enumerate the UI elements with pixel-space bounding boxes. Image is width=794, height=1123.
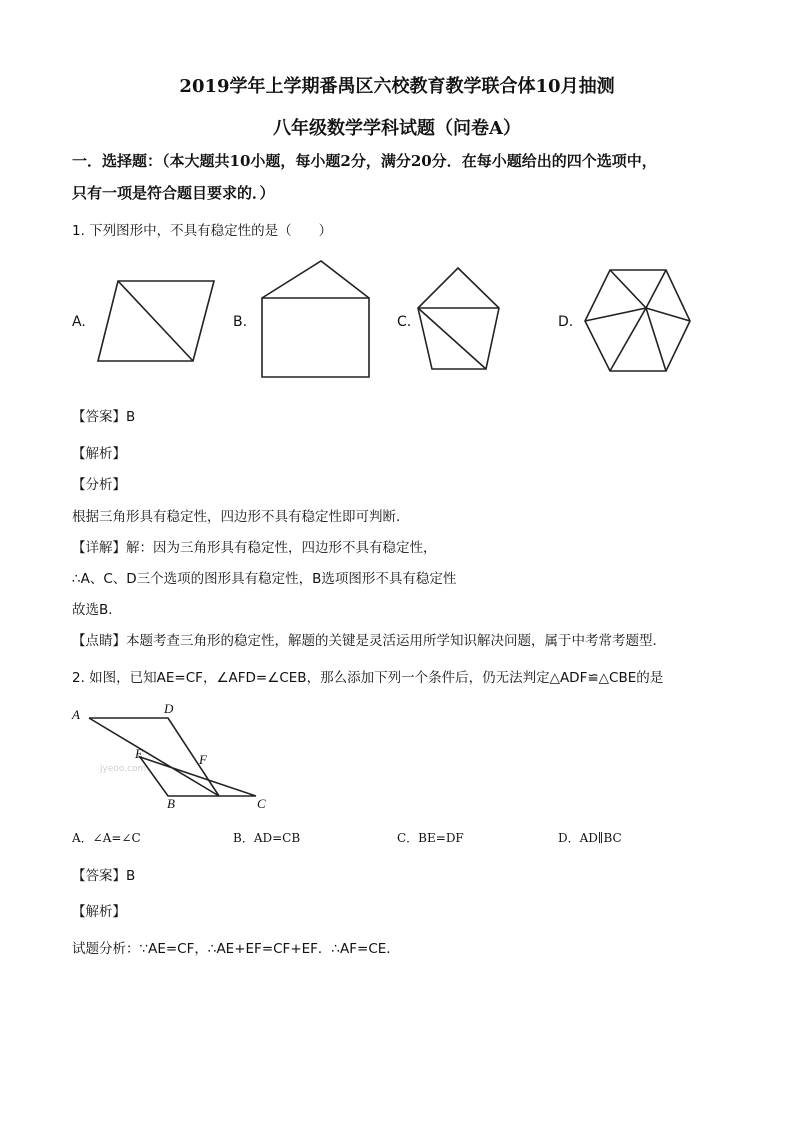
hexagon-line-1 bbox=[610, 270, 646, 308]
label-d: D bbox=[164, 701, 174, 716]
hexagon-line-3 bbox=[646, 308, 690, 321]
hexagon-line-6 bbox=[585, 308, 646, 321]
q1-analysis-text: 根据三角形具有稳定性，四边形不具有稳定性即可判断． bbox=[72, 509, 410, 525]
q2-answer: 【答案】B bbox=[72, 868, 136, 884]
q1-figure-d-hexagon bbox=[585, 270, 690, 371]
rectangle-shape bbox=[262, 298, 369, 377]
q1-answer: 【答案】B bbox=[72, 409, 136, 425]
q2-option-a: A．∠A=∠C bbox=[72, 831, 141, 845]
q1-figure-a-parallelogram bbox=[98, 281, 214, 361]
q1-stem: 1. 下列图形中，不具有稳定性的是（ ） bbox=[72, 223, 333, 239]
q2-figure bbox=[71, 701, 266, 811]
q1-option-c-label: C. bbox=[397, 314, 412, 330]
q2-option-c: C．BE=DF bbox=[397, 831, 464, 845]
q2-analysis: 试题分析：∵AE=CF，∴AE+EF=CF+EF．∴AF=CE． bbox=[72, 941, 400, 957]
parallelogram-diagonal bbox=[118, 281, 193, 361]
q2-stem: 2. 如图，已知AE=CF，∠AFD=∠CEB，那么添加下列一个条件后，仍无法判定△ADF≌△CBE的是 bbox=[72, 670, 664, 686]
q1-detail: 【详解】解：因为三角形具有稳定性，四边形不具有稳定性， bbox=[72, 540, 437, 556]
label-f: F bbox=[199, 752, 207, 767]
page-subtitle: 八年级数学学科试题（问卷A） bbox=[273, 118, 521, 139]
label-c: C bbox=[257, 796, 266, 811]
q1-figure-b-house bbox=[262, 261, 369, 377]
pentagon-diagonal-2 bbox=[418, 308, 486, 369]
roof-triangle bbox=[262, 261, 369, 298]
q2-option-d: D．AD∥BC bbox=[558, 831, 622, 845]
q2-jiexi: 【解析】 bbox=[72, 904, 126, 920]
page-title: 2019学年上学期番禺区六校教育教学联合体10月抽测 bbox=[179, 76, 615, 97]
q1-comment: 【点睛】本题考查三角形的稳定性，解题的关键是灵活运用所学知识解决问题，属于中考常考题型． bbox=[72, 633, 666, 649]
q2-option-b: B．AD=CB bbox=[233, 831, 301, 845]
label-b: B bbox=[167, 796, 175, 811]
section-heading-line1: 一．选择题：（本大题共10小题，每小题2分，满分20分．在每小题给出的四个选项中， bbox=[72, 152, 657, 170]
hexagon-shape bbox=[585, 270, 690, 371]
hexagon-line-5 bbox=[610, 308, 646, 371]
q1-fenxi: 【分析】 bbox=[72, 477, 126, 493]
jyeoo-watermark: jyeoo.com bbox=[100, 764, 147, 774]
section-heading-line2: 只有一项是符合题目要求的．） bbox=[72, 184, 275, 202]
hexagon-line-2 bbox=[646, 270, 666, 308]
q1-option-b-label: B. bbox=[233, 314, 248, 330]
q1-option-a-label: A. bbox=[72, 314, 86, 330]
hexagon-line-4 bbox=[646, 308, 666, 371]
q1-option-d-label: D. bbox=[558, 314, 574, 330]
q1-therefore: ∴A、C、D三个选项的图形具有稳定性，B选项图形不具有稳定性 bbox=[72, 571, 457, 587]
label-a: A bbox=[72, 707, 80, 722]
q1-jiexi: 【解析】 bbox=[72, 446, 126, 462]
q1-choose: 故选B． bbox=[72, 602, 122, 618]
q1-figure-c-pentagon bbox=[418, 268, 499, 369]
label-e: E bbox=[135, 746, 143, 761]
